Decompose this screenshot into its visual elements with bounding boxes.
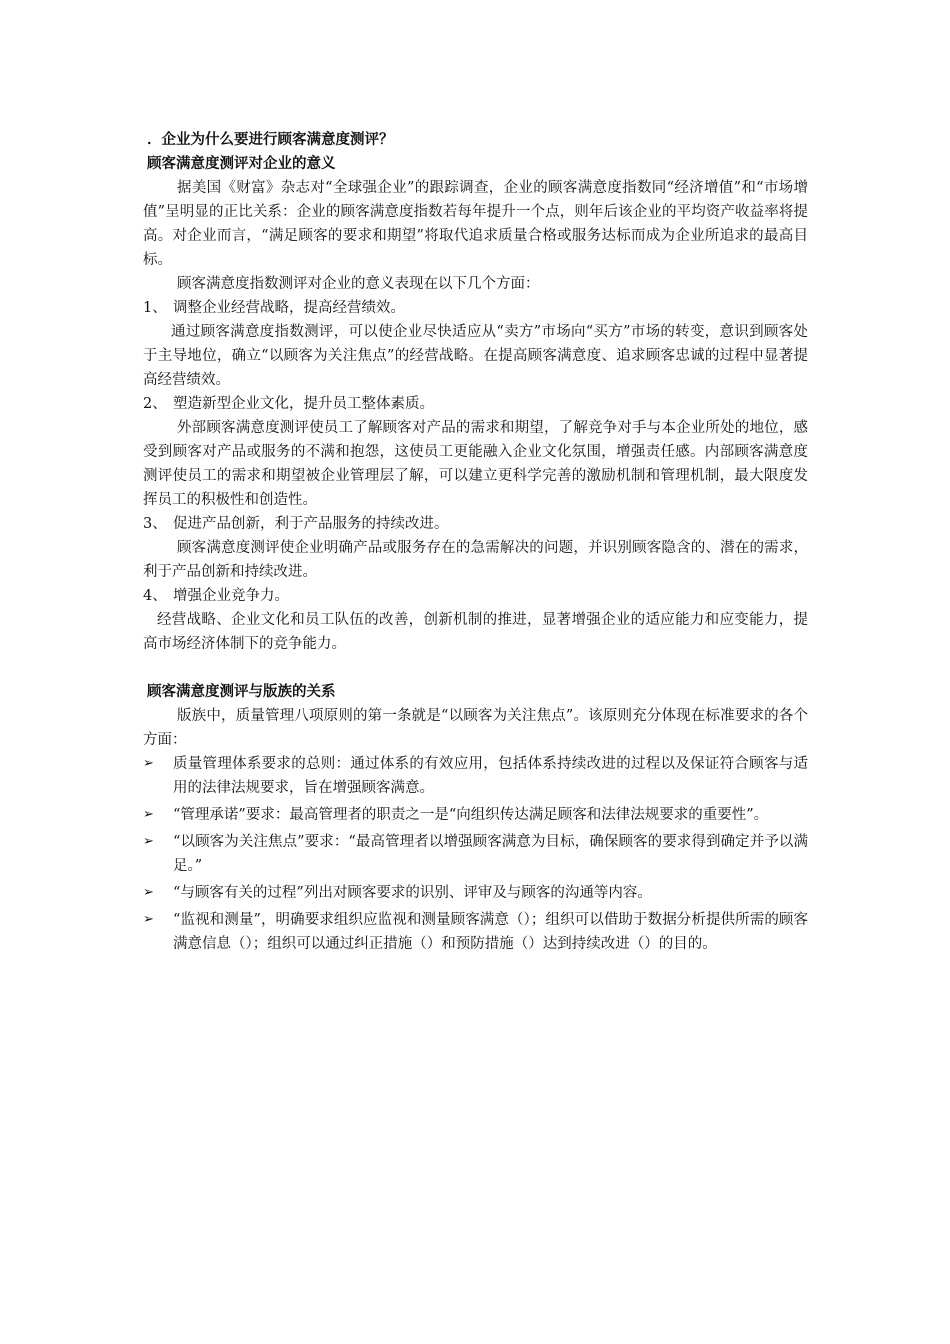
item-number: 1、: [143, 300, 167, 316]
document-page: [143, 128, 808, 959]
item-title: 塑造新型企业文化，提升员工整体素质。: [173, 396, 434, 412]
question-title: ．企业为什么要进行顾客满意度测评？: [147, 132, 394, 148]
section-heading-relationship: 顾客满意度测评与版族的关系: [147, 684, 336, 700]
numbered-item-4: [143, 584, 808, 608]
item-body: 外部顾客满意度测评使员工了解顾客对产品的需求和期望，了解竞争对手与本企业所处的地位，感受到顾客对产品或服务的不满和抱怨，这使员工更能融入企业文化氛围，增强责任感。内部顾客满意度测评使员工的需求和期望被企业管理层了解，可以建立更科学完善的激励机制和管理机制，最大限度发挥员工的积极性和创造性。: [143, 420, 808, 508]
arrow-bullet-icon: ➢: [143, 834, 154, 849]
numbered-item-3: [143, 512, 808, 536]
bullet-text: “与顾客有关的过程”列出对顾客要求的识别、评审及与顾客的沟通等内容。: [173, 885, 652, 901]
numbered-item-2: [143, 392, 808, 416]
paragraph-intro: 据美国《财富》杂志对“全球强企业”的跟踪调查，企业的顾客满意度指数同“经济增值”和“市场增值”呈明显的正比关系：企业的顾客满意度指数若每年提升一个点，则年后该企业的平均资产收益率将提高。对企业而言，“满足顾客的要求和期望”将取代追求质量合格或服务达标而成为企业所追求的最高目标。: [143, 180, 808, 268]
bullet-list: [143, 752, 808, 956]
item-body: 经营战略、企业文化和员工队伍的改善，创新机制的推进，显著增强企业的适应能力和应变能力，提高市场经济体制下的竞争能力。: [143, 612, 808, 652]
bullet-item: [143, 908, 808, 956]
paragraph-aspects: 顾客满意度指数测评对企业的意义表现在以下几个方面：: [177, 276, 540, 292]
bullet-text: “以顾客为关注焦点”要求：“最高管理者以增强顾客满意为目标，确保顾客的要求得到确定并予以满足。”: [173, 834, 808, 874]
item-title: 增强企业竞争力。: [173, 588, 289, 604]
item-title: 调整企业经营战略，提高经营绩效。: [173, 300, 405, 316]
item-body: 顾客满意度测评使企业明确产品或服务存在的急需解决的问题，并识别顾客隐含的、潜在的需求，利于产品创新和持续改进。: [143, 540, 808, 580]
bullet-item: [143, 881, 808, 905]
bullet-text: “管理承诺”要求：最高管理者的职责之一是“向组织传达满足顾客和法律法规要求的重要性”。: [173, 807, 769, 823]
arrow-bullet-icon: ➢: [143, 885, 154, 900]
bullet-item: [143, 752, 808, 800]
bullet-text: “监视和测量”，明确要求组织应监视和测量顾客满意（）；组织可以借助于数据分析提供所需的顾客满意信息（）；组织可以通过纠正措施（）和预防措施（）达到持续改进（）的目的。: [173, 912, 808, 952]
numbered-item-1: [143, 296, 808, 320]
blank-line: [143, 656, 808, 680]
arrow-bullet-icon: ➢: [143, 807, 154, 822]
arrow-bullet-icon: ➢: [143, 756, 154, 771]
arrow-bullet-icon: ➢: [143, 912, 154, 927]
item-number: 3、: [143, 516, 167, 532]
section-heading-significance: 顾客满意度测评对企业的意义: [147, 156, 336, 172]
item-title: 促进产品创新，利于产品服务的持续改进。: [173, 516, 449, 532]
item-body: 通过顾客满意度指数测评，可以使企业尽快适应从“卖方”市场向“买方”市场的转变，意识到顾客处于主导地位，确立“以顾客为关注焦点”的经营战略。在提高顾客满意度、追求顾客忠诚的过程中显著提高经营绩效。: [143, 324, 808, 388]
bullet-item: [143, 830, 808, 878]
item-number: 2、: [143, 396, 167, 412]
paragraph-principle: 版族中，质量管理八项原则的第一条就是“以顾客为关注焦点”。该原则充分体现在标准要求的各个方面：: [143, 708, 808, 748]
item-number: 4、: [143, 588, 167, 604]
bullet-item: [143, 803, 808, 827]
bullet-text: 质量管理体系要求的总则：通过体系的有效应用，包括体系持续改进的过程以及保证符合顾客与适用的法律法规要求，旨在增强顾客满意。: [173, 756, 808, 796]
